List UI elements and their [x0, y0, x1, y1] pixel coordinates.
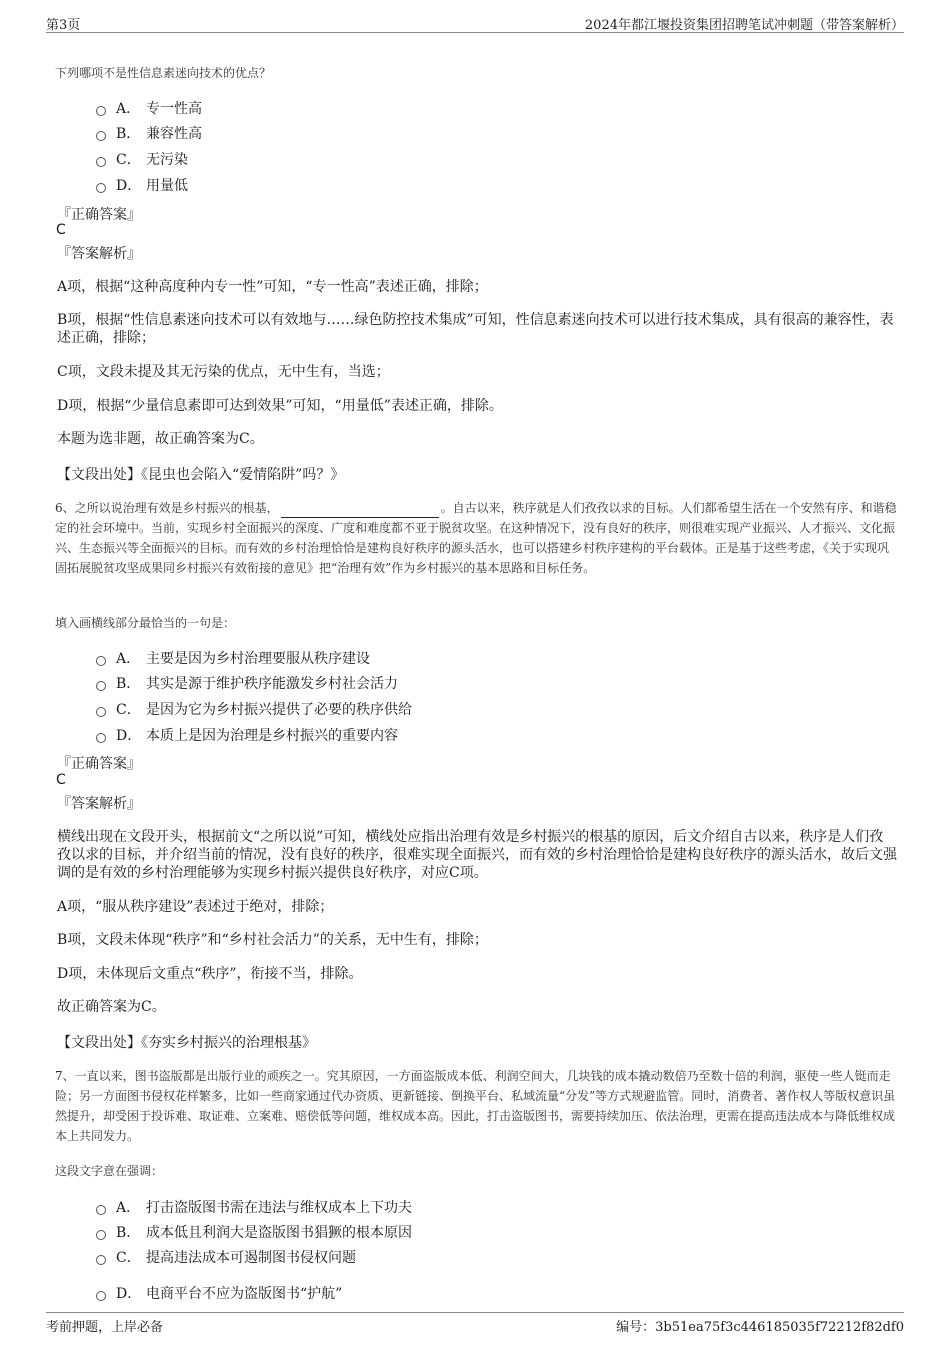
- answer-label: 『正确答案』: [57, 756, 141, 772]
- option-letter: C．: [116, 152, 141, 168]
- source-citation: 【文段出处】《夯实乡村振兴的治理根基》: [57, 1035, 316, 1051]
- option-letter: D．: [116, 728, 142, 744]
- radio-button[interactable]: [96, 106, 106, 116]
- option-letter: C．: [116, 702, 141, 718]
- option-text: 电商平台不应为盗版图书“护航”: [146, 1286, 343, 1302]
- option-letter: A．: [116, 651, 141, 667]
- analysis-line: B项，文段未体现“秩序”和“乡村社会活力”的关系，无中生有，排除；: [57, 932, 488, 948]
- analysis-line: C项，文段未提及其无污染的优点，无中生有，当选；: [57, 364, 390, 380]
- analysis-line: D项，未体现后文重点“秩序”，衔接不当，排除。: [57, 966, 363, 982]
- question-passage: [55, 498, 897, 578]
- option-text: 用量低: [146, 178, 188, 194]
- radio-button[interactable]: [96, 157, 106, 167]
- analysis-conclusion: 故正确答案为C。: [57, 999, 166, 1015]
- option-text: 主要是因为乡村治理要服从秩序建设: [146, 651, 370, 667]
- option-b[interactable]: [96, 673, 398, 693]
- option-letter: D．: [116, 1286, 142, 1302]
- analysis-line: A项，“服从秩序建设”表述过于绝对，排除；: [57, 899, 334, 915]
- option-a[interactable]: [96, 98, 202, 118]
- radio-button[interactable]: [96, 656, 106, 666]
- question-passage: 7、一直以来，图书盗版都是出版行业的顽疾之一。究其原因，一方面盗版成本低、利润空间大，几块钱的成本撬动数倍乃至数十倍的利润，驱使一些人铤而走险；另一方面图书侵权花样繁多，比如一些商家通过代办资质、更新链接、倒换平台、私域流量“分发”等方式规避监管。同时，消费者、著作权人等版权意识虽然提升，却受困于投诉难、取证难、立案难、赔偿低等问题，维权成本高。因此，打击盗版图书，需要持续加压、依法治理，更需在提高违法成本与降低维权成本上共同发力。: [55, 1069, 896, 1143]
- document-title: 2024年都江堰投资集团招聘笔试冲刺题（带答案解析）: [584, 18, 904, 33]
- option-letter: A．: [116, 1200, 141, 1216]
- option-d[interactable]: [96, 175, 188, 195]
- radio-button[interactable]: [96, 183, 106, 193]
- footer-slogan: 考前押题，上岸必备: [46, 1320, 164, 1335]
- option-letter: A．: [116, 101, 141, 117]
- page-header: [46, 12, 904, 33]
- analysis-label: 『答案解析』: [57, 246, 141, 262]
- option-text: 提高违法成本可遏制图书侵权问题: [146, 1250, 356, 1266]
- option-text: 专一性高: [146, 101, 202, 117]
- option-c[interactable]: [96, 1247, 356, 1267]
- option-text: 打击盗版图书需在违法与维权成本上下功夫: [146, 1200, 412, 1216]
- question-stem: 填入画横线部分最恰当的一句是：: [55, 616, 236, 630]
- option-c[interactable]: [96, 149, 188, 169]
- option-a[interactable]: [96, 648, 370, 668]
- page-number: 第3页: [46, 18, 81, 33]
- option-text: 其实是源于维护秩序能激发乡村社会活力: [146, 676, 398, 692]
- option-d[interactable]: [96, 725, 398, 745]
- document-id: 编号：3b51ea75f3c446185035f72212f82df0: [616, 1320, 904, 1335]
- radio-button[interactable]: [96, 681, 106, 691]
- question-stem: 这段文字意在强调：: [55, 1164, 164, 1178]
- option-text: 无污染: [146, 152, 188, 168]
- radio-button[interactable]: [96, 707, 106, 717]
- option-letter: B．: [116, 1225, 141, 1241]
- analysis-line: A项，根据“这种高度种内专一性”可知，“专一性高”表述正确，排除；: [57, 279, 488, 295]
- option-text: 成本低且利润大是盗版图书猖獗的根本原因: [146, 1225, 412, 1241]
- analysis-conclusion: 本题为选非题，故正确答案为C。: [57, 431, 264, 447]
- option-a[interactable]: [96, 1197, 412, 1217]
- option-text: 是因为它为乡村振兴提供了必要的秩序供给: [146, 702, 412, 718]
- option-letter: B．: [116, 676, 141, 692]
- option-letter: B．: [116, 126, 141, 142]
- radio-button[interactable]: [96, 131, 106, 141]
- option-text: 兼容性高: [146, 126, 202, 142]
- option-b[interactable]: [96, 123, 202, 143]
- analysis-line: D项，根据“少量信息素即可达到效果”可知，“用量低”表述正确，排除。: [57, 398, 503, 414]
- option-c[interactable]: [96, 699, 412, 719]
- question-stem: 下列哪项不是性信息素迷向技术的优点？: [55, 66, 272, 80]
- option-letter: C．: [116, 1250, 141, 1266]
- option-text: 本质上是因为治理是乡村振兴的重要内容: [146, 728, 398, 744]
- passage-lead: 6、之所以说治理有效是乡村振兴的根基，: [55, 501, 279, 515]
- answer-value: C: [56, 222, 66, 238]
- answer-value: C: [56, 772, 66, 788]
- fill-blank: [281, 504, 439, 518]
- radio-button[interactable]: [96, 733, 106, 743]
- radio-button[interactable]: [96, 1205, 106, 1215]
- page-footer: [46, 1312, 904, 1333]
- radio-button[interactable]: [96, 1291, 106, 1301]
- analysis-line: B项，根据“性信息素迷向技术可以有效地与……绿色防控技术集成”可知，性信息素迷向技术可以进行技术集成，具有很高的兼容性，表述正确，排除；: [57, 312, 894, 346]
- analysis-paragraph: 横线出现在文段开头，根据前文“之所以说”可知，横线处应指出治理有效是乡村振兴的根基的原因，后文介绍自古以来，秩序是人们孜孜以求的目标，并介绍当前的情况，没有良好的秩序，很难实现全面振兴，而有效的乡村治理恰恰是建构良好秩序的源头活水，故后文强调的是有效的乡村治理能够为实现乡村振兴提供良好秩序，对应C项。: [57, 829, 897, 881]
- radio-button[interactable]: [96, 1230, 106, 1240]
- passage-body: 。自古以来，秩序就是人们孜孜以求的目标。人们都希望生活在一个安然有序、和谐稳定的社会环境中。当前，实现乡村全面振兴的深度、广度和难度都不亚于脱贫攻坚。在这种情况下，没有良好的秩序，则很难实现产业振兴、人才振兴、文化振兴、生态振兴等全面振兴的目标。而有效的乡村治理恰恰是建构良好秩序的源头活水，也可以搭建乡村秩序建构的平台载体。正是基于这些考虑，《关于实现巩固拓展脱贫攻坚成果同乡村振兴有效衔接的意见》把“治理有效”作为乡村振兴的基本思路和目标任务。: [55, 501, 897, 575]
- analysis-label: 『答案解析』: [57, 796, 141, 812]
- radio-button[interactable]: [96, 1255, 106, 1265]
- option-b[interactable]: [96, 1222, 412, 1242]
- answer-label: 『正确答案』: [57, 207, 141, 223]
- option-letter: D．: [116, 178, 142, 194]
- option-d[interactable]: [96, 1283, 342, 1303]
- source-citation: 【文段出处】《昆虫也会陷入“爱情陷阱”吗？》: [57, 467, 345, 483]
